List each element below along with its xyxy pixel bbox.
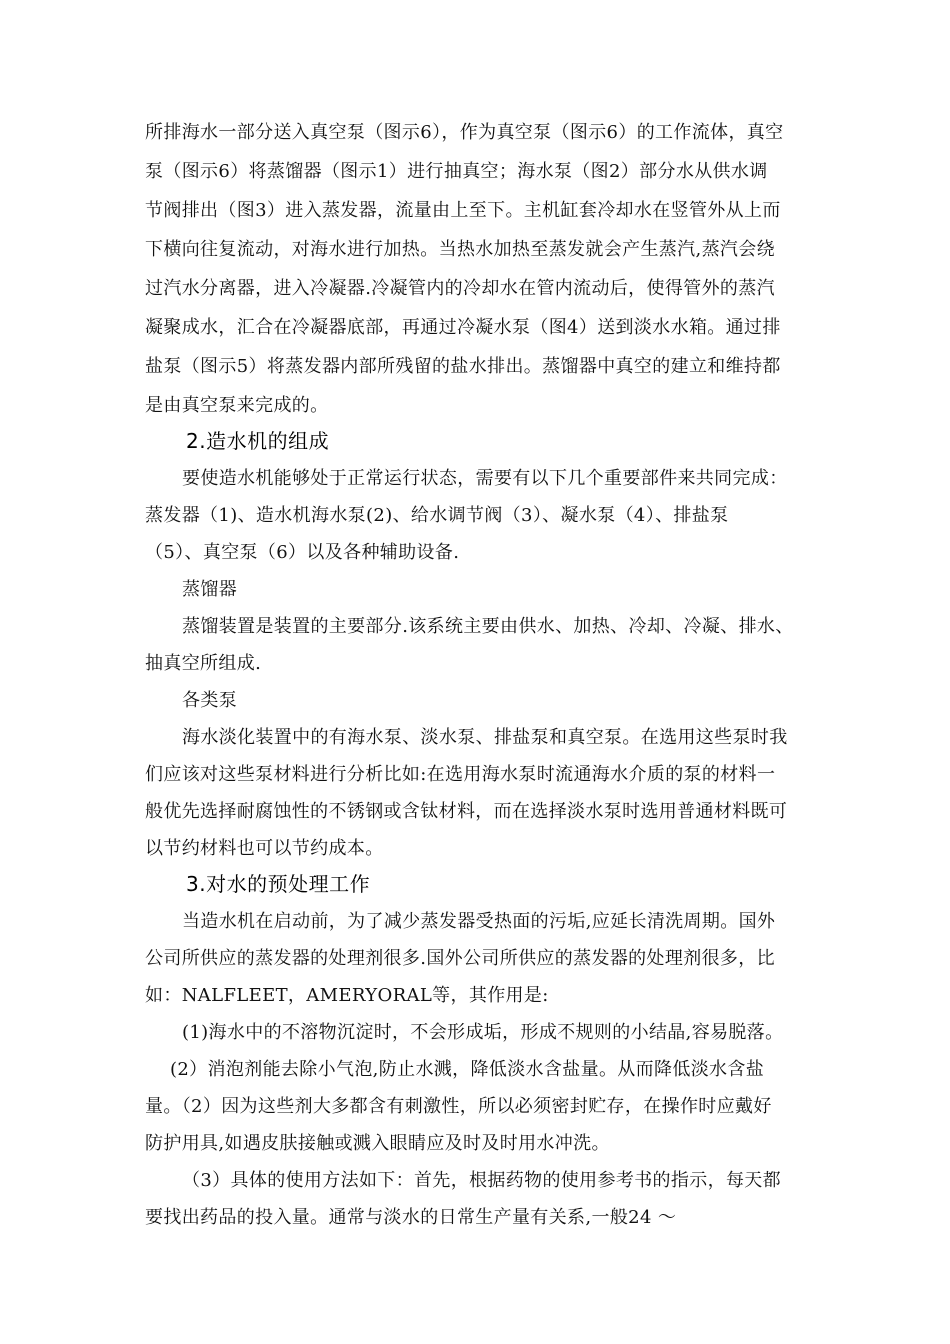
paragraph-line: 泵（图示6）将蒸馏器（图示1）进行抽真空；海水泵（图2）部分水从供水调 <box>145 161 768 182</box>
paragraph-line: 过汽水分离器，进入冷凝器.冷凝管内的冷却水在管内流动后，使得管外的蒸汽 <box>145 278 775 299</box>
list-item: (2）消泡剂能去除小气泡,防止水溅，降低淡水含盐量。从而降低淡水含盐 <box>170 1059 765 1080</box>
paragraph-line: 如：NALFLEET，AMERYORAL等，其作用是: <box>145 985 549 1006</box>
paragraph-line: 公司所供应的蒸发器的处理剂很多.国外公司所供应的蒸发器的处理剂很多，比 <box>145 948 775 969</box>
paragraph-line: 盐泵（图示5）将蒸发器内部所残留的盐水排出。蒸馏器中真空的建立和维持都 <box>145 356 781 377</box>
paragraph-line: 量。（2）因为这些剂大多都含有刺激性，所以必须密封贮存，在操作时应戴好 <box>145 1096 772 1117</box>
paragraph-line: 般优先选择耐腐蚀性的不锈钢或含钛材料，而在选择淡水泵时选用普通材料既可 <box>145 801 788 822</box>
paragraph-line: 抽真空所组成. <box>145 653 262 674</box>
paragraph-line: 蒸发器（1)、造水机海水泵(2)、给水调节阀（3）、凝水泵（4）、排盐泵 <box>145 505 729 526</box>
paragraph-line: 防护用具,如遇皮肤接触或溅入眼睛应及时及时用水冲洗。 <box>145 1133 610 1154</box>
paragraph-line: （5）、真空泵（6）以及各种辅助设备. <box>145 542 460 563</box>
paragraph-line: 要使造水机能够处于正常运行状态，需要有以下几个重要部件来共同完成： <box>182 468 788 489</box>
paragraph-line: 蒸馏装置是装置的主要部分.该系统主要由供水、加热、冷却、冷凝、排水、 <box>182 616 794 637</box>
paragraph-line: 节阀排出（图3）进入蒸发器，流量由上至下。主机缸套冷却水在竖管外从上而 <box>145 200 781 221</box>
paragraph-line: 当造水机在启动前，为了减少蒸发器受热面的污垢,应延长清洗周期。国外 <box>182 911 776 932</box>
paragraph-line: 凝聚成水，汇合在冷凝器底部，再通过冷凝水泵（图4）送到淡水水箱。通过排 <box>145 317 781 338</box>
paragraph-line: 要找出药品的投入量。通常与淡水的日常生产量有关系,一般24 ～ <box>145 1207 677 1228</box>
section-heading: 3.对水的预处理工作 <box>186 872 371 896</box>
paragraph-line: 海水淡化装置中的有海水泵、淡水泵、排盐泵和真空泵。在选用这些泵时我 <box>182 727 788 748</box>
paragraph-line: 是由真空泵来完成的。 <box>145 395 329 416</box>
section-heading: 2.造水机的组成 <box>186 429 330 453</box>
subsection-title: 蒸馏器 <box>182 579 238 600</box>
paragraph-line: 下横向往复流动，对海水进行加热。当热水加热至蒸发就会产生蒸汽,蒸汽会绕 <box>145 239 775 260</box>
paragraph-line: 所排海水一部分送入真空泵（图示6），作为真空泵（图示6）的工作流体，真空 <box>145 122 784 143</box>
subsection-title: 各类泵 <box>182 690 238 711</box>
list-item: (1)海水中的不溶物沉淀时，不会形成垢，形成不规则的小结晶,容易脱落。 <box>182 1022 784 1043</box>
paragraph-line: 以节约材料也可以节约成本。 <box>145 838 384 859</box>
list-item: （3）具体的使用方法如下：首先，根据药物的使用参考书的指示，每天都 <box>182 1170 781 1191</box>
paragraph-line: 们应该对这些泵材料进行分析比如:在选用海水泵时流通海水介质的泵的材料一 <box>145 764 776 785</box>
